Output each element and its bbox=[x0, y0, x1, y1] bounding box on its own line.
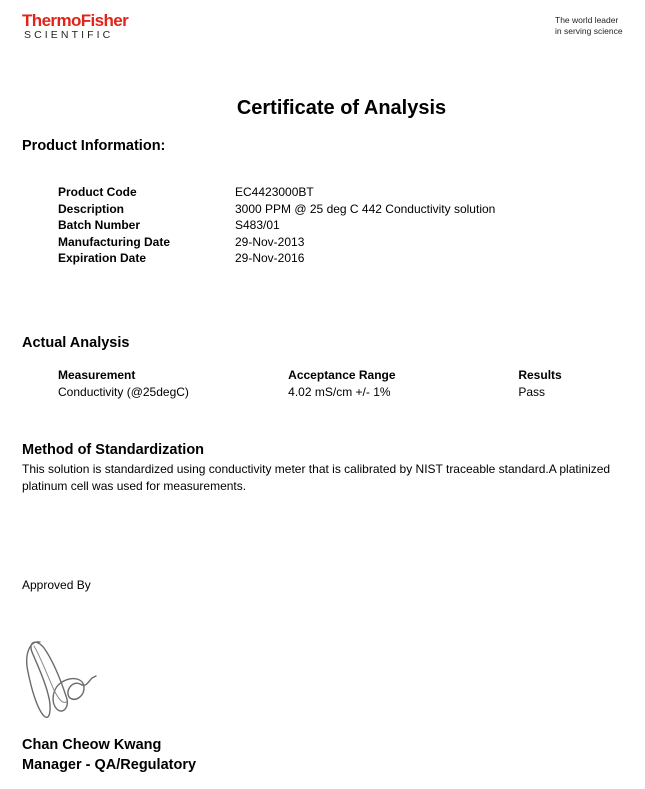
brand-tagline bbox=[555, 15, 623, 36]
column-header-measurement: Measurement bbox=[58, 368, 136, 383]
analysis-header-row bbox=[58, 367, 618, 384]
signer-title: Manager - QA/Regulatory bbox=[22, 757, 197, 773]
product-info-grid bbox=[58, 184, 535, 267]
analysis-table bbox=[58, 367, 618, 401]
method-text: This solution is standardized using conductivity meter that is calibrated by NIST traceable standard.A platinized platinum cell was used for measurements. bbox=[22, 462, 611, 493]
field-label-batch-number: Batch Number bbox=[58, 218, 141, 232]
field-value-product-code: EC4423000BT bbox=[235, 185, 314, 199]
actual-analysis-heading: Actual Analysis bbox=[22, 335, 130, 351]
field-label-expiration-date: Expiration Date bbox=[58, 251, 147, 265]
column-header-acceptance-range: Acceptance Range bbox=[288, 368, 396, 383]
field-value-expiration-date: 29-Nov-2016 bbox=[235, 251, 305, 265]
brand-logo-wordmark: ThermoFisher bbox=[22, 11, 129, 30]
field-value-batch-number: S483/01 bbox=[235, 218, 280, 232]
signature-image bbox=[22, 632, 102, 724]
document-title: Certificate of Analysis bbox=[236, 97, 447, 119]
product-info-heading: Product Information: bbox=[22, 138, 166, 154]
field-value-manufacturing-date: 29-Nov-2013 bbox=[235, 234, 305, 249]
column-header-results: Results bbox=[518, 368, 562, 383]
approved-by-label: Approved By bbox=[22, 578, 91, 592]
cell-measurement: Conductivity (@25degC) bbox=[58, 385, 189, 400]
tagline-line-2: in serving science bbox=[555, 25, 623, 36]
method-heading: Method of Standardization bbox=[22, 442, 205, 458]
signer-name: Chan Cheow Kwang bbox=[22, 737, 162, 753]
cell-acceptance-range: 4.02 mS/cm +/- 1% bbox=[288, 385, 391, 400]
field-value-description: 3000 PPM @ 25 deg C 442 Conductivity solution bbox=[235, 201, 496, 216]
tagline-line-1: The world leader bbox=[555, 15, 619, 25]
table-row bbox=[58, 384, 618, 401]
brand-logo-subtitle: SCIENTIFIC bbox=[24, 29, 114, 41]
cell-result: Pass bbox=[518, 385, 546, 400]
field-label-description: Description bbox=[58, 201, 125, 216]
field-label-product-code: Product Code bbox=[58, 185, 137, 199]
field-label-manufacturing-date: Manufacturing Date bbox=[58, 234, 171, 249]
